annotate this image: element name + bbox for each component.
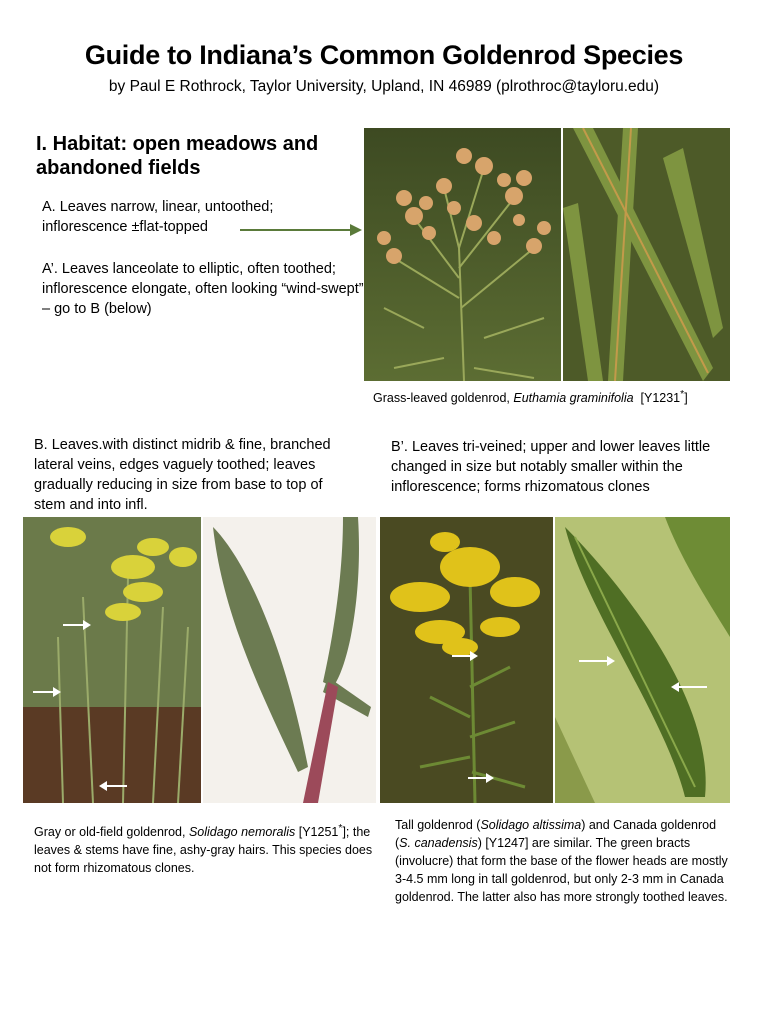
specimen-code: [Y1231	[640, 391, 681, 406]
species-name: Euthamia graminifolia	[513, 391, 634, 406]
solidago-altissima-plant-photo	[380, 517, 553, 803]
euthamia-graminifolia-inflorescence-photo	[364, 128, 561, 381]
caption-text: Grass-leaved goldenrod,	[373, 391, 514, 406]
tall-goldenrod-caption	[395, 816, 730, 906]
key-item-b: B. Leaves.with distinct midrib & fine, branched lateral veins, edges vaguely toothed; leaves gradually reducing in size from base to top of stem and into infl.	[34, 437, 331, 513]
caption-text: Tall goldenrod (	[395, 818, 481, 832]
solidago-altissima-leaf-photo	[555, 517, 730, 803]
author-byline: by Paul E Rothrock, Taylor University, Upland, IN 46989 (plrothroc@tayloru.edu)	[108, 78, 660, 95]
key-item-a: A. Leaves narrow, linear, untoothed; inflorescence ±flat-topped	[42, 199, 274, 235]
solidago-nemoralis-plant-photo	[23, 517, 201, 803]
key-item-a-prime: A’. Leaves lanceolate to elliptic, often toothed; inflorescence elongate, often looking “wind-swept” – go to B (below)	[42, 261, 364, 317]
specimen-code-marker: *	[338, 823, 343, 834]
caption-text: Gray or old-field goldenrod,	[34, 825, 189, 840]
specimen-code-marker: *	[680, 389, 685, 400]
key-item-b-prime: B’. Leaves tri-veined; upper and lower leaves little changed in size but notably smaller within the inflorescence; forms rhizomatous clones	[391, 439, 711, 495]
caption-text: ]; the leaves & stems have fine, ashy-gray hairs. This species does not form rhizomatous clones.	[34, 825, 373, 876]
species-name: Solidago nemoralis	[188, 825, 296, 840]
solidago-nemoralis-leaf-photo	[203, 517, 376, 803]
gray-goldenrod-caption	[34, 820, 374, 877]
grass-leaved-goldenrod-caption	[373, 386, 733, 407]
specimen-code: [Y1251	[298, 825, 339, 840]
caption-bracket: ]	[684, 391, 688, 406]
euthamia-graminifolia-leaves-photo	[563, 128, 730, 381]
species-name: Solidago altissima	[480, 818, 582, 832]
section-heading: I. Habitat: open meadows and abandoned fields	[36, 133, 319, 179]
caption-text: ) [Y1247] are similar. The green bracts (involucre) that form the base of the flower heads are mostly 3-4.5 mm long in tall goldenrod, but only 2-3 mm in Canada goldenrod. The latter also has more strongly toothed leaves.	[395, 836, 728, 904]
caption-text: ) and Canada goldenrod (	[395, 818, 717, 850]
species-name: S. canadensis	[399, 836, 478, 850]
page-title: Guide to Indiana’s Common Goldenrod Species	[84, 40, 684, 70]
